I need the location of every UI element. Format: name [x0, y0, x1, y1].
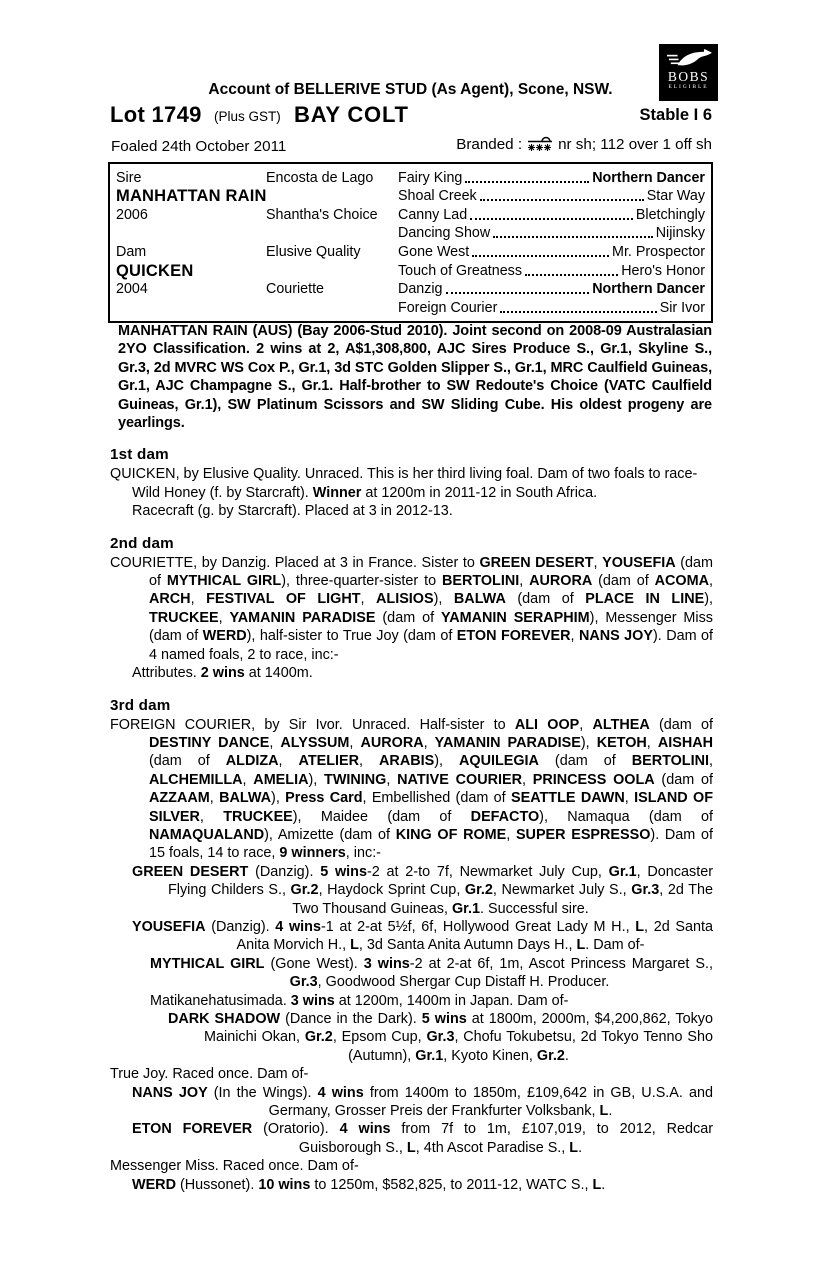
bold-horse-name: ATELIER [298, 753, 360, 770]
bold-horse-name: L [635, 918, 645, 935]
text-run: ), [308, 771, 325, 788]
text-run: , [709, 753, 713, 770]
text-run: ), Amizette (dam of [264, 826, 396, 843]
text-run: (Hussonet). [175, 1176, 259, 1193]
bold-horse-name: 5 wins [320, 863, 367, 880]
text-run: , 2d Santa Anita Morvich H., [236, 918, 714, 954]
text-run: , [199, 808, 224, 825]
text-run: , Chofu Tokubetsu, 2d Tokyo Tenno Sho (Autumn), [348, 1029, 713, 1064]
text-run: ). Dam of 15 foals, 14 to race, [149, 826, 713, 862]
text-run: , [423, 734, 435, 751]
text-run: , [278, 753, 299, 770]
bold-horse-name: 9 winners [279, 845, 346, 862]
pedigree-cell-right [398, 225, 705, 242]
pedigree-cell-right [398, 263, 705, 280]
pedigree-paragraph [108, 992, 713, 1010]
pedigree-paragraph [108, 1065, 713, 1083]
text-run: , Goodwood Shergar Cup Distaff H. Producer. [317, 974, 610, 991]
text-run: , [242, 771, 254, 788]
bold-horse-name: L [569, 1139, 579, 1156]
text-run: . [608, 1103, 613, 1120]
dot-leader [446, 292, 590, 294]
gen3-name: Shoal Creek [398, 188, 477, 205]
bold-horse-name: AMELIA [253, 771, 309, 788]
pedigree-paragraph [108, 664, 713, 682]
text-run: (In the Wings). [207, 1084, 318, 1101]
bold-horse-name: MYTHICAL GIRL [150, 955, 265, 972]
gst-note: (Plus GST) [214, 109, 281, 124]
text-run: . [601, 1176, 606, 1193]
text-run: , [386, 771, 398, 788]
gen4-name: Star Way [646, 188, 705, 205]
gen3-name: Canny Lad [398, 206, 468, 223]
pedigree-row [116, 168, 705, 187]
lot-number: Lot 1749 [110, 102, 202, 127]
bold-horse-name: ALTHEA [592, 716, 650, 733]
pedigree-row [116, 224, 705, 243]
bold-horse-name: YOUSEFIA [132, 918, 206, 935]
pedigree-paragraph [108, 1157, 713, 1175]
bold-horse-name: AZZAAM [149, 790, 210, 807]
bold-horse-name: ALYSSUM [280, 734, 350, 751]
text-run: QUICKEN, by Elusive Quality. Unraced. This is her third living foal. Dam of two foals to race- [110, 466, 698, 483]
text-run: , [190, 591, 207, 608]
gen4-name: Bletchingly [635, 206, 705, 223]
pedigree-cell-left: MANHATTAN RAIN [116, 187, 267, 206]
bold-horse-name: NAMAQUALAND [149, 826, 265, 843]
pedigree-cell-right [398, 207, 705, 224]
pedigree-paragraph [108, 502, 713, 520]
pedigree-paragraph [108, 484, 713, 502]
bold-horse-name: NATIVE COURIER [397, 771, 522, 788]
text-run: , 4th Ascot Paradise S., [415, 1139, 570, 1156]
bold-horse-name: Gr.1 [608, 863, 637, 880]
pedigree-cell-left: 2004 [116, 281, 148, 298]
text-run: , [624, 790, 635, 807]
text-run: , [269, 734, 281, 751]
pedigree-cell-mid: Elusive Quality [266, 243, 361, 260]
bold-horse-name: WERD [202, 628, 247, 645]
text-run: ), [433, 591, 454, 608]
bold-horse-name: BALWA [219, 790, 272, 807]
bold-horse-name: L [592, 1176, 602, 1193]
bold-horse-name: 4 wins [275, 918, 321, 935]
gen3-name: Gone West [398, 243, 470, 260]
bold-horse-name: PLACE IN LINE [585, 591, 705, 608]
bold-horse-name: Gr.1 [415, 1047, 444, 1064]
bold-horse-name: L [576, 937, 586, 954]
bold-horse-name: Gr.3 [289, 974, 318, 991]
bold-horse-name: YAMANIN SERAPHIM [440, 609, 590, 626]
gen4-name: Mr. Prospector [612, 243, 705, 260]
text-run: , Embellished (dam of [362, 790, 511, 807]
text-run: (dam of [149, 753, 226, 770]
text-run: , [579, 716, 593, 733]
text-run: (Dance in the Dark). [280, 1011, 422, 1027]
bold-horse-name: ACOMA [654, 573, 709, 590]
text-run: -2 at 2-at 6f, 1m, Ascot Princess Margaret S., [409, 955, 713, 972]
bold-horse-name: ARCH [149, 591, 191, 608]
text-run: Attributes. [132, 665, 201, 682]
text-run: FOREIGN COURIER, by Sir Ivor. Unraced. Half-sister to [110, 716, 515, 733]
pedigree-cell-right [398, 300, 705, 317]
text-run: , [646, 734, 658, 751]
branded-prefix: Branded : [456, 136, 523, 153]
catalogue-content [108, 0, 713, 1270]
pedigree-paragraph [108, 1120, 713, 1157]
pedigree-paragraph [108, 554, 713, 664]
bold-horse-name: Press Card [285, 790, 363, 807]
stable-location: Stable I 6 [639, 106, 712, 124]
pedigree-paragraph [108, 918, 713, 955]
dam-section [108, 696, 713, 1195]
gen3-name: Foreign Courier [398, 299, 498, 316]
text-run: , Epsom Cup, [332, 1029, 427, 1046]
pedigree-cell-right [398, 188, 705, 205]
bold-horse-name: KING OF ROME [395, 826, 507, 843]
bold-horse-name: L [350, 937, 359, 954]
bold-horse-name: Gr.2 [536, 1047, 565, 1064]
pedigree-text [108, 322, 713, 1194]
bold-horse-name: GREEN DESERT [132, 863, 249, 880]
bold-horse-name: AURORA [360, 734, 424, 751]
bold-horse-name: KETOH [596, 734, 647, 751]
bold-horse-name: Gr.2 [290, 882, 319, 899]
dot-leader [470, 218, 633, 220]
pedigree-row [116, 242, 705, 261]
text-run: , inc:- [345, 845, 381, 862]
text-run: , Doncaster Flying Childers S., [168, 863, 714, 899]
text-run: , [359, 753, 380, 770]
pedigree-paragraph [108, 863, 713, 918]
gen3-name: Dancing Show [398, 225, 491, 242]
gen4-name: Hero's Honor [621, 262, 705, 279]
pedigree-paragraph [108, 1084, 713, 1121]
text-run: , [519, 573, 530, 590]
text-run: , [349, 734, 361, 751]
text-run: , [593, 554, 603, 571]
horse-description: BAY COLT [294, 102, 409, 127]
pedigree-row [116, 187, 705, 206]
gen4-name: Sir Ivor [659, 299, 705, 316]
bold-horse-name: ALCHEMILLA [149, 771, 243, 788]
text-run: (dam of [654, 771, 713, 788]
bold-horse-name: BERTOLINI [631, 753, 709, 770]
pedigree-row [116, 205, 705, 224]
bold-horse-name: Gr.3 [426, 1029, 455, 1046]
bold-horse-name: 3 wins [290, 992, 335, 1009]
text-run: Wild Honey (f. by Starcraft). [132, 484, 313, 501]
bold-horse-name: Gr.2 [304, 1029, 333, 1046]
pedigree-cell-mid: Encosta de Lago [266, 169, 374, 186]
text-run: ), three-quarter-sister to [281, 573, 442, 590]
dam-section [108, 534, 713, 683]
bold-horse-name: TRUCKEE [149, 609, 219, 626]
dot-leader [472, 255, 609, 257]
bold-horse-name: L [599, 1103, 609, 1120]
section-heading: 2nd dam [110, 534, 174, 552]
dot-leader [525, 274, 618, 276]
bold-horse-name: ALI OOP [514, 716, 580, 733]
text-run: COURIETTE, by Danzig. Placed at 3 in France. Sister to [110, 554, 480, 571]
bold-horse-name: Gr.2 [464, 882, 493, 899]
gen3-name: Touch of Greatness [398, 262, 522, 279]
text-run: (dam of [538, 753, 632, 770]
bold-horse-name: YAMANIN PARADISE [434, 734, 581, 751]
gen3-name: Danzig [398, 281, 443, 298]
text-run: ), half-sister to True Joy (dam of [246, 628, 457, 645]
bold-horse-name: WERD [132, 1176, 176, 1193]
bold-horse-name: ALISIOS [376, 591, 434, 608]
text-run: ), [704, 591, 713, 608]
pedigree-paragraph [108, 1176, 713, 1194]
bobs-badge-subtitle: ELIGIBLE [668, 84, 709, 90]
bold-horse-name: ISLAND OF SILVER [149, 790, 714, 825]
bold-horse-name: YOUSEFIA [602, 554, 676, 571]
bold-horse-name: ALDIZA [225, 753, 279, 770]
bold-horse-name: Winner [312, 484, 362, 501]
pedigree-paragraph [108, 465, 713, 483]
bold-horse-name: DEFACTO [470, 808, 540, 825]
bold-horse-name: Gr.3 [631, 882, 660, 899]
bold-horse-name: TWINING [324, 771, 387, 788]
text-run: Racecraft (g. by Starcraft). Placed at 3 in 2012-13. [132, 503, 453, 520]
sire-summary-paragraph: MANHATTAN RAIN (AUS) (Bay 2006-Stud 2010). Joint second on 2008-09 Australasian 2YO Classification. 2 wins at 2, A$1,308,800, AJC Sires Produce S., Gr.1, Skyline S., Gr.3, 2d MVRC WS Cox P., Gr.1, 3d STC Golden Slipper S., Gr.1, MRC Caulfield Guineas, Gr.1, AJC Champagne S., Gr.1. Half-brother to SW Redoute's Choice (VATC Caulfield Guineas, Gr.1), SW Platinum Scissors and SW Sliding Cube. His oldest progeny are yearlings. [118, 323, 712, 432]
horse-brand-mark-icon [527, 136, 553, 153]
text-run: ), Namaqua (dam of [539, 808, 713, 825]
text-run: (dam of [505, 591, 586, 608]
text-run: , 2d The Two Thousand Guineas, [292, 882, 713, 917]
text-run: at 1200m in 2011-12 in South Africa. [361, 484, 598, 501]
bold-horse-name: BALWA [453, 591, 506, 608]
text-run: ), [434, 753, 459, 770]
dot-leader [493, 236, 653, 238]
text-run: . Successful sire. [479, 900, 589, 917]
bold-horse-name: DESTINY DANCE [149, 734, 270, 751]
text-run: True Joy. Raced once. Dam of- [110, 1066, 309, 1083]
text-run: from 7f to 1m, £107,019, to 2012, Redcar Guisborough S., [298, 1121, 713, 1156]
text-run: , [360, 591, 377, 608]
bold-horse-name: DARK SHADOW [168, 1011, 281, 1027]
bold-horse-name: NANS JOY [132, 1084, 208, 1101]
bold-horse-name: SEATTLE DAWN [511, 790, 625, 807]
text-run: -1 at 2-at 5½f, 6f, Hollywood Great Lady M H., [320, 918, 636, 935]
gen4-name: Northern Dancer [592, 169, 705, 186]
account-line: Account of BELLERIVE STUD (As Agent), Scone, NSW. [208, 81, 613, 98]
text-run: (dam of [375, 609, 441, 626]
text-run: , [709, 573, 713, 590]
text-run: ), [580, 734, 597, 751]
text-run: , Kyoto Kinen, [443, 1047, 537, 1064]
bold-horse-name: Gr.1 [451, 900, 480, 917]
gen4-name: Northern Dancer [592, 281, 705, 298]
text-run: , [209, 790, 220, 807]
section-heading: 3rd dam [110, 696, 171, 714]
text-run: . [564, 1047, 569, 1064]
section-heading: 1st dam [110, 446, 169, 464]
text-run: (Danzig). [248, 863, 321, 880]
pedigree-row [116, 280, 705, 299]
bold-horse-name: YAMANIN PARADISE [229, 609, 376, 626]
pedigree-cell-left: Sire [116, 169, 142, 186]
bold-horse-name: NANS JOY [578, 628, 653, 645]
bold-horse-name: AURORA [529, 573, 593, 590]
bold-horse-name: ETON FOREVER [456, 628, 571, 645]
bold-horse-name: GREEN DESERT [479, 554, 594, 571]
bold-horse-name: FESTIVAL OF LIGHT [206, 591, 361, 608]
pedigree-paragraph [108, 1010, 713, 1065]
bold-horse-name: TRUCKEE [223, 808, 293, 825]
pedigree-row [116, 261, 705, 280]
text-run: at 1200m, 1400m in Japan. Dam of- [334, 992, 569, 1009]
text-run: Messenger Miss. Raced once. Dam of- [110, 1158, 359, 1175]
branded-description: nr sh; 112 over 1 off sh [558, 136, 712, 153]
pedigree-cell-right [398, 281, 705, 298]
text-run: (dam of [649, 716, 713, 733]
text-run: ), Maidee (dam of [292, 808, 471, 825]
dot-leader [480, 199, 644, 201]
bold-horse-name: 10 wins [258, 1176, 311, 1193]
text-run: at 1400m. [244, 665, 313, 682]
pedigree-cell-left: Dam [116, 243, 147, 260]
text-run: , [570, 628, 579, 645]
text-run: . Dam of- [585, 937, 645, 954]
pedigree-cell-mid: Shantha's Choice [266, 206, 378, 223]
bold-horse-name: PRINCESS OOLA [532, 771, 655, 788]
text-run: (Danzig). [205, 918, 276, 935]
text-run: , Newmarket July S., [492, 882, 632, 899]
bold-horse-name: AQUILEGIA [458, 753, 539, 770]
gen3-name: Fairy King [398, 169, 463, 186]
foaled-date: Foaled 24th October 2011 [111, 138, 287, 155]
bold-horse-name: ETON FOREVER [132, 1121, 253, 1138]
dot-leader [465, 181, 589, 183]
pedigree-paragraph [108, 955, 713, 992]
text-run: from 1400m to 1850m, £109,642 in GB, U.S.A. and Germany, Grosser Preis der Frankfurter Volksbank, [268, 1084, 713, 1120]
dam-sections [108, 445, 713, 1194]
bold-horse-name: BERTOLINI [441, 573, 520, 590]
text-run: -2 at 2-to 7f, Newmarket July Cup, [366, 863, 609, 880]
dam-section [108, 445, 713, 520]
bold-horse-name: AISHAH [657, 734, 714, 751]
bold-horse-name: 3 wins [363, 955, 410, 972]
bold-horse-name: SUPER ESPRESSO [515, 826, 651, 843]
pedigree-table [108, 162, 713, 323]
pedigree-cell-left: 2006 [116, 206, 148, 223]
text-run: (Oratorio). [252, 1121, 340, 1138]
text-run: , [506, 826, 516, 843]
pedigree-cell-left: QUICKEN [116, 261, 194, 280]
text-run: Matikanehatusimada. [150, 992, 291, 1009]
text-run: , Haydock Sprint Cup, [318, 882, 465, 899]
pedigree-cell-mid: Couriette [266, 281, 325, 298]
pedigree-table-body [116, 168, 705, 317]
text-run: ), [271, 790, 286, 807]
text-run: . [578, 1139, 583, 1156]
pedigree-row [116, 298, 705, 317]
pedigree-cell-right [398, 244, 705, 261]
text-run: (dam of [592, 573, 655, 590]
bobs-badge-title: BOBS [667, 69, 710, 84]
text-run: to 1250m, $582,825, to 2011-12, WATC S., [310, 1176, 593, 1193]
bold-horse-name: ARABIS [379, 753, 435, 770]
bold-horse-name: L [406, 1139, 416, 1156]
bold-horse-name: 5 wins [421, 1011, 467, 1027]
text-run: , 3d Santa Anita Autumn Days H., [358, 937, 577, 954]
text-run: ). Dam of 4 named foals, 2 to race, inc:- [149, 628, 714, 663]
text-run: , [218, 609, 230, 626]
dot-leader [500, 311, 656, 313]
pedigree-cell-right [398, 170, 705, 187]
lot-header-row [108, 100, 713, 134]
bold-horse-name: 2 wins [200, 665, 245, 682]
text-run: ), Messenger Miss (dam of [149, 609, 713, 645]
bold-horse-name: 4 wins [339, 1121, 391, 1138]
bold-horse-name: 4 wins [317, 1084, 364, 1101]
text-run: at 1800m, 2000m, $4,200,862, Tokyo Mainichi Okan, [204, 1011, 713, 1046]
text-run: (Gone West). [264, 955, 364, 972]
pedigree-paragraph [108, 716, 713, 863]
branded-line [456, 136, 712, 153]
gen4-name: Nijinsky [655, 225, 705, 242]
text-run: (dam of [149, 554, 714, 590]
text-run: , [521, 771, 533, 788]
bold-horse-name: MYTHICAL GIRL [166, 573, 282, 590]
